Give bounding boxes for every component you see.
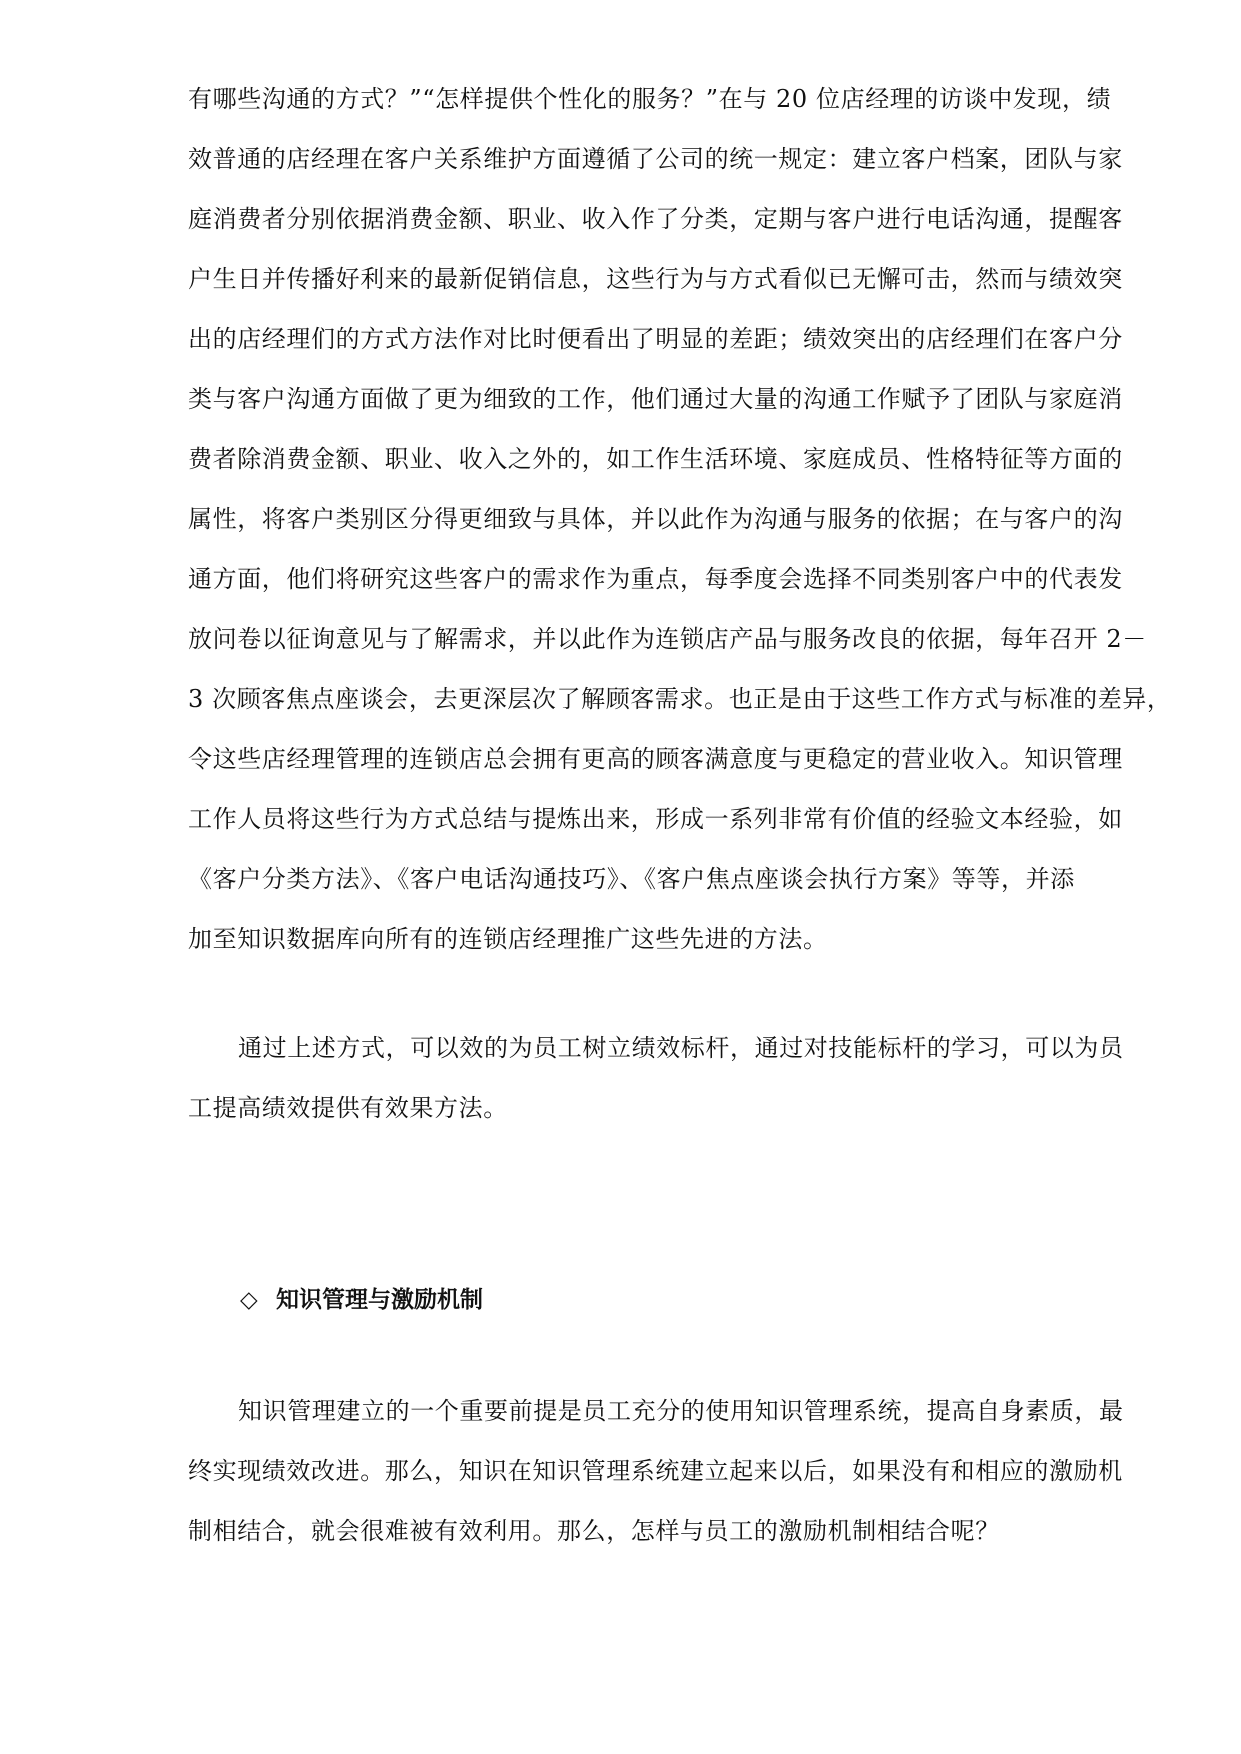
text-line: 有哪些沟通的方式？”“怎样提供个性化的服务？”在与 20 位店经理的访谈中发现，绩 — [188, 85, 1112, 113]
section-heading-text: 知识管理与激励机制 — [276, 1287, 483, 1313]
text-line: 类与客户沟通方面做了更为细致的工作，他们通过大量的沟通工作赋予了团队与家庭消 — [188, 385, 1123, 413]
text-line: 出的店经理们的方式方法作对比时便看出了明显的差距；绩效突出的店经理们在客户分 — [188, 325, 1123, 353]
text-line: 令这些店经理管理的连锁店总会拥有更高的顾客满意度与更稳定的营业收入。知识管理 — [188, 745, 1123, 773]
text-line: 通过上述方式，可以效的为员工树立绩效标杆，通过对技能标杆的学习，可以为员 — [238, 1034, 1124, 1062]
text-line: 终实现绩效改进。那么，知识在知识管理系统建立起来以后，如果没有和相应的激励机 — [188, 1457, 1123, 1485]
diamond-bullet-icon: ◇ — [240, 1287, 258, 1313]
text-line: 通方面，他们将研究这些客户的需求作为重点，每季度会选择不同类别客户中的代表发 — [188, 565, 1123, 593]
text-line: 户生日并传播好利来的最新促销信息，这些行为与方式看似已无懈可击，然而与绩效突 — [188, 265, 1123, 293]
text-line: 3 次顾客焦点座谈会，去更深层次了解顾客需求。也正是由于这些工作方式与标准的差异， — [188, 685, 1172, 713]
section-heading — [240, 1283, 483, 1317]
text-line: 工提高绩效提供有效果方法。 — [188, 1094, 508, 1122]
text-line: 庭消费者分别依据消费金额、职业、收入作了分类，定期与客户进行电话沟通，提醒客 — [188, 205, 1123, 233]
text-line: 工作人员将这些行为方式总结与提炼出来，形成一系列非常有价值的经验文本经验，如 — [188, 805, 1123, 833]
text-line: 《客户分类方法》、《客户电话沟通技巧》、《客户焦点座谈会执行方案》等等，并添 — [188, 865, 1075, 893]
text-line: 加至知识数据库向所有的连锁店经理推广这些先进的方法。 — [188, 925, 828, 953]
text-line: 放问卷以征询意见与了解需求，并以此作为连锁店产品与服务改良的依据，每年召开 2－ — [188, 625, 1147, 653]
text-line: 效普通的店经理在客户关系维护方面遵循了公司的统一规定：建立客户档案，团队与家 — [188, 145, 1123, 173]
text-line: 制相结合，就会很难被有效利用。那么，怎样与员工的激励机制相结合呢？ — [188, 1517, 1000, 1545]
text-line: 费者除消费金额、职业、收入之外的，如工作生活环境、家庭成员、性格特征等方面的 — [188, 445, 1123, 473]
text-line: 属性，将客户类别区分得更细致与具体，并以此作为沟通与服务的依据；在与客户的沟 — [188, 505, 1123, 533]
text-line: 知识管理建立的一个重要前提是员工充分的使用知识管理系统，提高自身素质，最 — [238, 1397, 1124, 1425]
